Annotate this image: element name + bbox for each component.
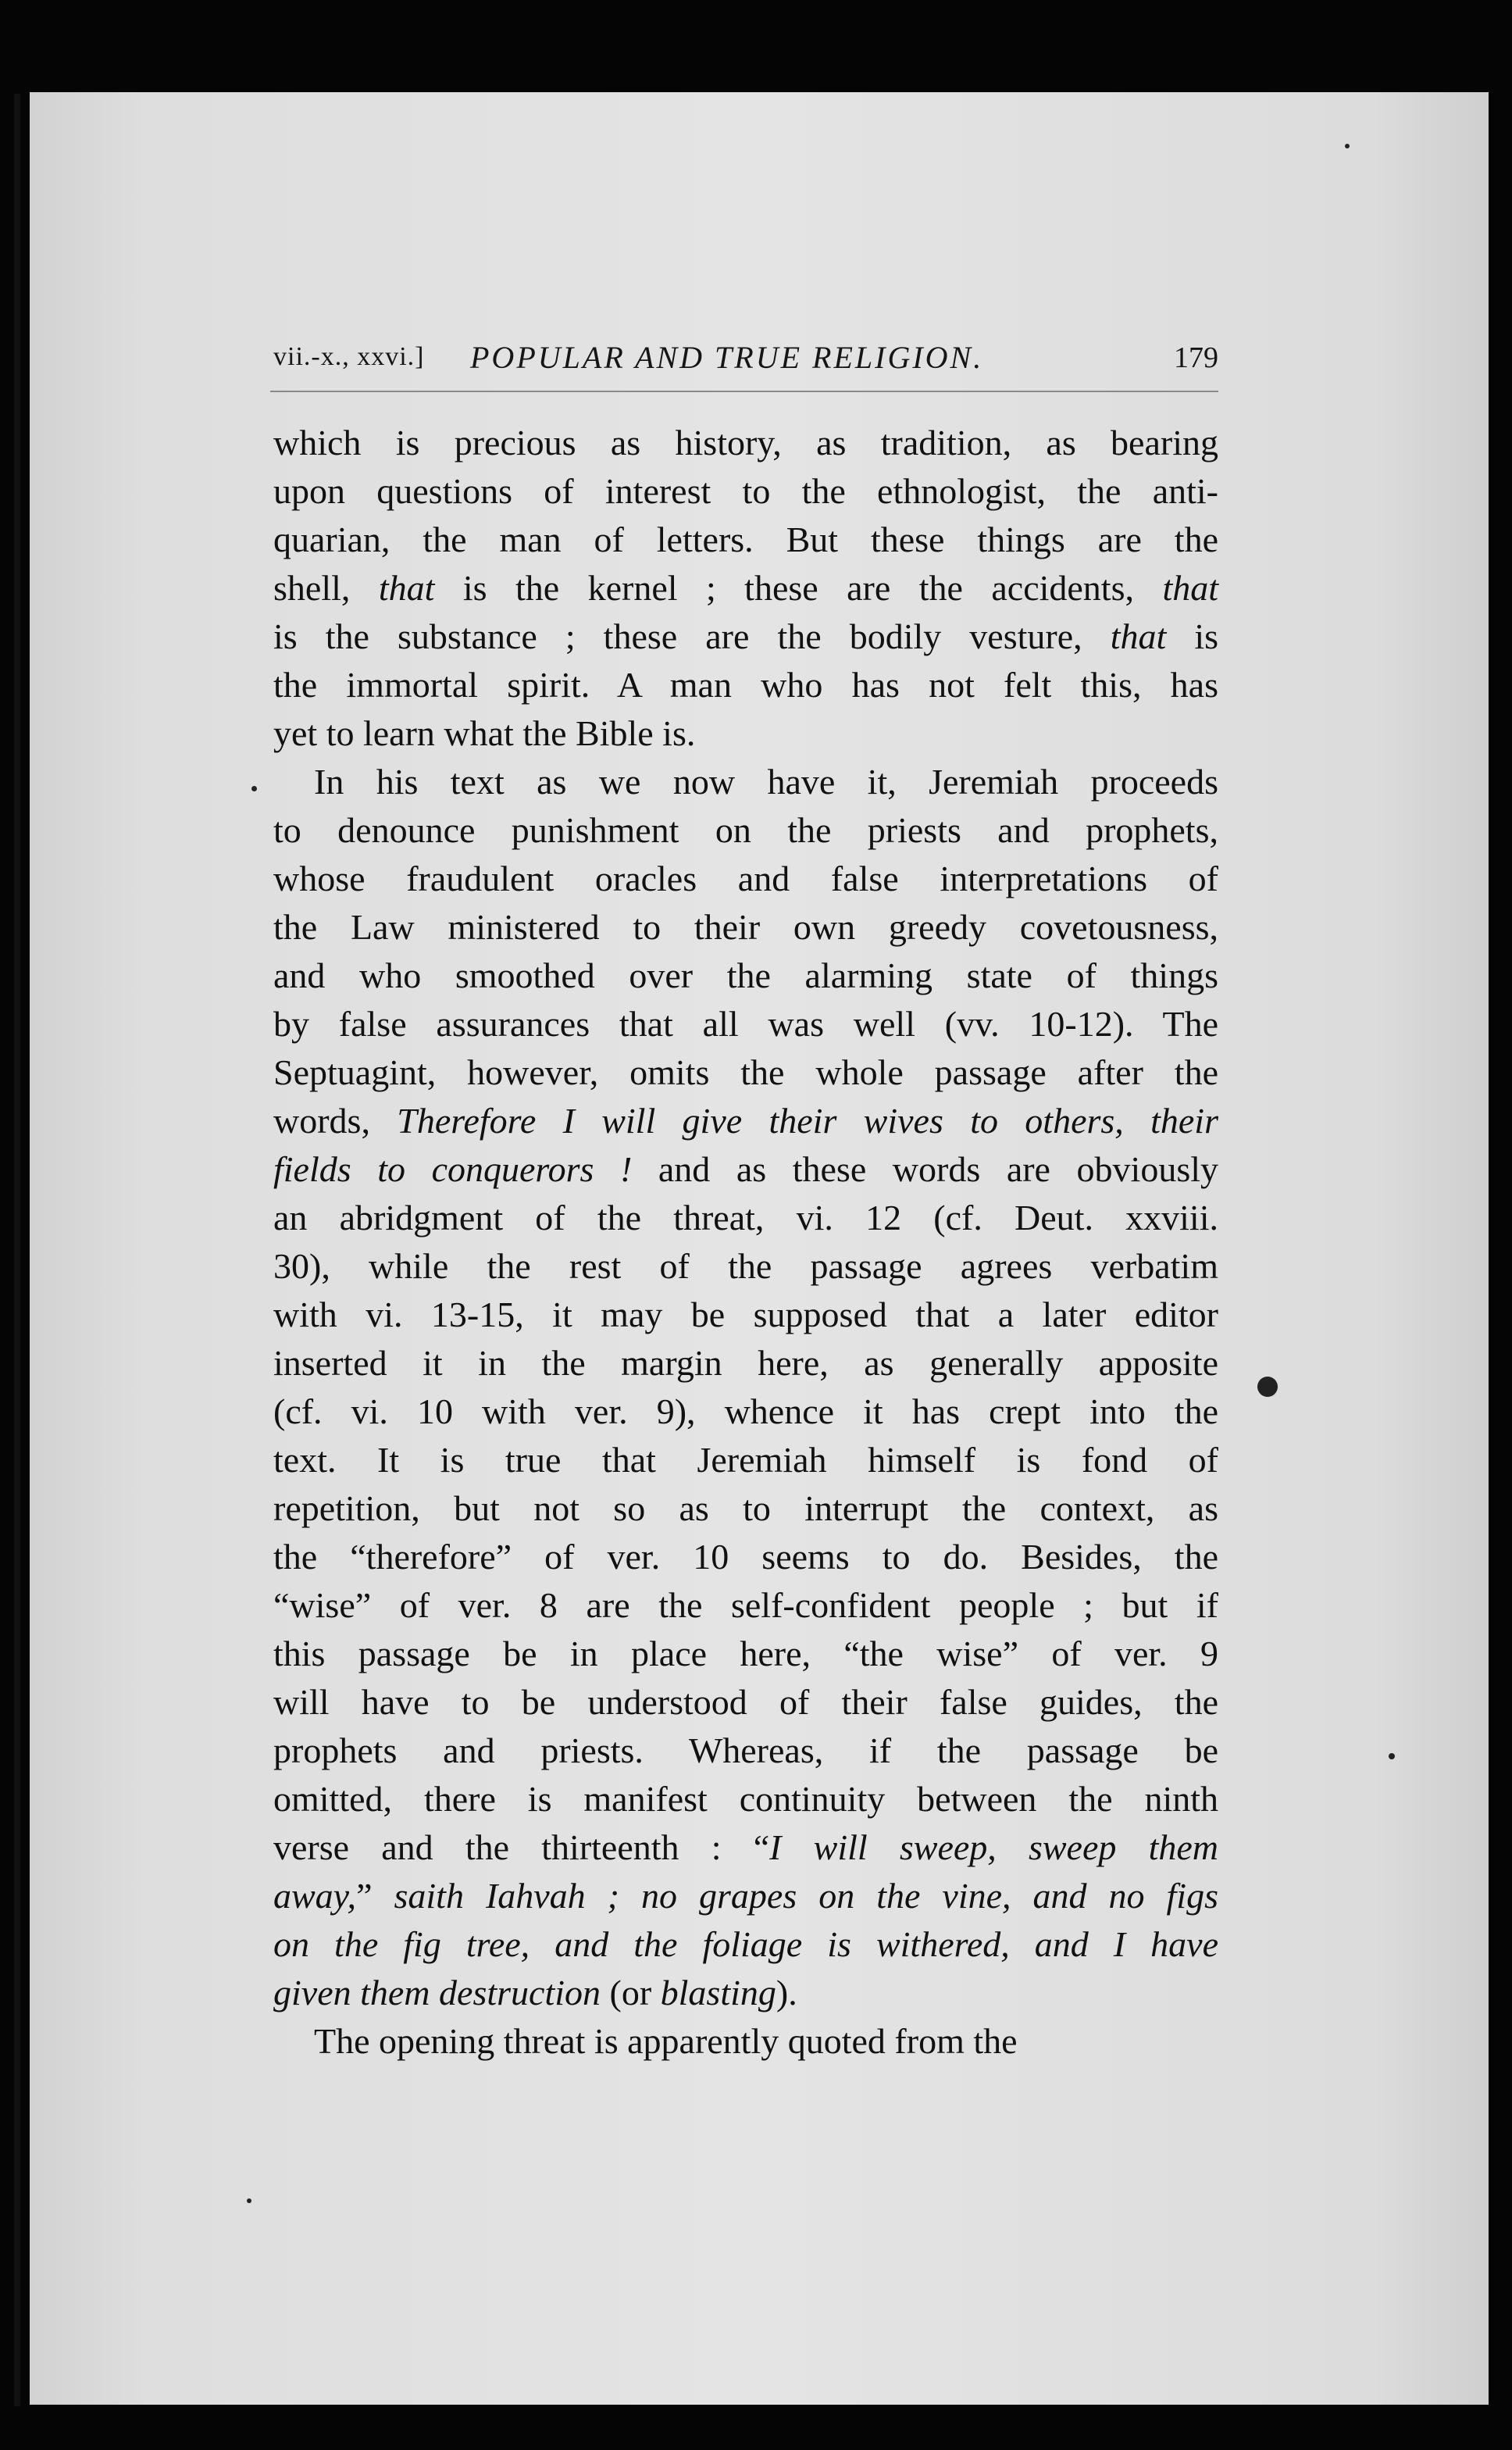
text-line: on the fig tree, and the foliage is withered, and I have bbox=[273, 1924, 1218, 1964]
chapter-reference: vii.-x., xxvi.] bbox=[273, 342, 425, 371]
scan-speck bbox=[1345, 144, 1350, 148]
scan-speck bbox=[247, 2198, 251, 2203]
scan-speck bbox=[251, 786, 257, 791]
text-line: yet to learn what the Bible is. bbox=[273, 713, 696, 753]
text-line: words, Therefore I will give their wives to others, their bbox=[273, 1101, 1218, 1141]
scan-speck bbox=[1257, 1377, 1278, 1397]
running-header bbox=[273, 334, 1218, 381]
text-line: (cf. vi. 10 with ver. 9), whence it has crept into the bbox=[273, 1391, 1218, 1431]
text-line: this passage be in place here, “the wise” of ver. 9 bbox=[273, 1634, 1218, 1673]
text-line: and who smoothed over the alarming state of things bbox=[273, 955, 1218, 995]
body-text bbox=[273, 419, 1218, 2066]
text-line: to denounce punishment on the priests and prophets, bbox=[273, 810, 1218, 850]
header-rule bbox=[270, 391, 1218, 392]
text-line: will have to be understood of their false guides, the bbox=[273, 1682, 1218, 1722]
text-line: which is precious as history, as tradition, as bearing bbox=[273, 423, 1218, 462]
page-number: 179 bbox=[1174, 341, 1218, 374]
text-line: the Law ministered to their own greedy covetousness, bbox=[273, 907, 1218, 947]
text-line: by false assurances that all was well (vv. 10-12). The bbox=[273, 1004, 1218, 1044]
text-line: verse and the thirteenth : “I will sweep, sweep them bbox=[273, 1827, 1219, 1867]
text-line: quarian, the man of letters. But these things are the bbox=[273, 520, 1218, 559]
page-edge-shadow bbox=[14, 94, 20, 2406]
text-line: inserted it in the margin here, as generally apposite bbox=[273, 1343, 1218, 1383]
text-line: fields to conquerors ! and as these words are obviously bbox=[273, 1149, 1218, 1189]
text-line: is the substance ; these are the bodily vesture, that is bbox=[273, 616, 1218, 656]
text-line: shell, that is the kernel ; these are the accidents, that bbox=[273, 568, 1218, 608]
text-line: The opening threat is apparently quoted from the bbox=[314, 2021, 1018, 2061]
text-line: upon questions of interest to the ethnologist, the anti- bbox=[273, 471, 1218, 511]
text-line: with vi. 13-15, it may be supposed that a later editor bbox=[273, 1295, 1218, 1334]
text-line: prophets and priests. Whereas, if the passage be bbox=[273, 1730, 1218, 1770]
text-line: an abridgment of the threat, vi. 12 (cf. Deut. xxviii. bbox=[273, 1198, 1218, 1238]
text-line: text. It is true that Jeremiah himself is fond of bbox=[273, 1440, 1218, 1480]
running-title: POPULAR AND TRUE RELIGION. bbox=[470, 340, 984, 375]
text-line: repetition, but not so as to interrupt the context, as bbox=[273, 1488, 1218, 1528]
text-line: whose fraudulent oracles and false interpretations of bbox=[273, 859, 1218, 898]
text-line: away,” saith Iahvah ; no grapes on the vine, and no figs bbox=[273, 1876, 1218, 1916]
text-line: the immortal spirit. A man who has not felt this, has bbox=[273, 665, 1218, 705]
text-line: 30), while the rest of the passage agrees verbatim bbox=[273, 1246, 1218, 1286]
text-line: “wise” of ver. 8 are the self-confident people ; but if bbox=[273, 1585, 1218, 1625]
text-line: In his text as we now have it, Jeremiah proceeds bbox=[314, 762, 1218, 802]
text-line: given them destruction (or blasting). bbox=[273, 1973, 797, 2012]
scan-speck bbox=[1389, 1753, 1395, 1759]
text-line: the “therefore” of ver. 10 seems to do. Besides, the bbox=[273, 1537, 1218, 1577]
text-line: omitted, there is manifest continuity between the ninth bbox=[273, 1779, 1218, 1819]
text-line: Septuagint, however, omits the whole passage after the bbox=[273, 1052, 1218, 1092]
